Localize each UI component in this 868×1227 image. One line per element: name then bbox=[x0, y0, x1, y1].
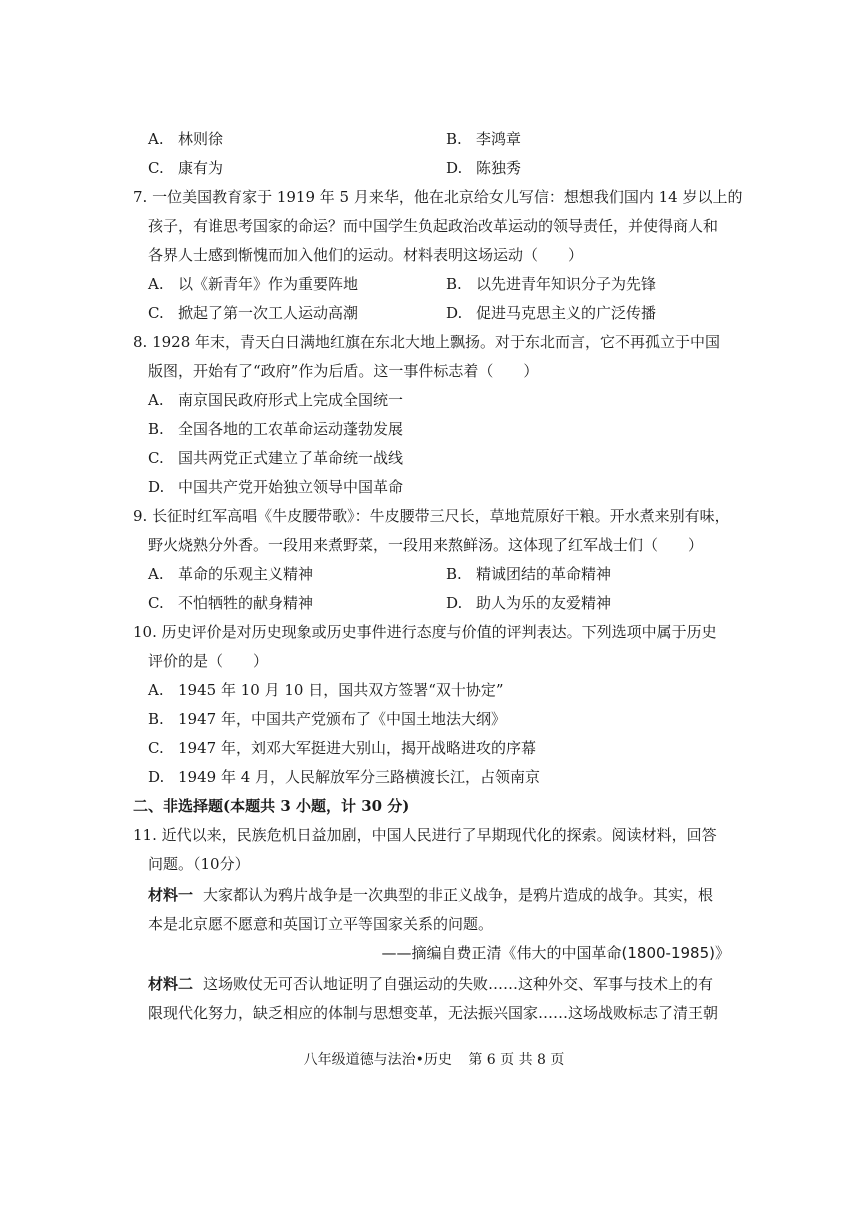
q10-option-d: D. 1949 年 4 月，人民解放军分三路横渡长江，占领南京 bbox=[148, 768, 541, 786]
q8-stem-line: 8. 1928 年末，青天白日满地红旗在东北大地上飘扬。对于东北而言，它不再孤立于中国 bbox=[133, 333, 721, 351]
page-footer bbox=[0, 1050, 868, 1070]
material-2-label: 材料二 bbox=[148, 975, 194, 993]
q6-option-c: C. 康有为 bbox=[148, 159, 224, 177]
q7-option-c: C. 掀起了第一次工人运动高潮 bbox=[148, 304, 359, 322]
section-heading: 二、非选择题(本题共 3 小题，计 30 分) bbox=[133, 797, 410, 815]
q10-option-a: A. 1945 年 10 月 10 日，国共双方签署“双十协定” bbox=[148, 681, 504, 699]
q8-option-d: D. 中国共产党开始独立领导中国革命 bbox=[148, 478, 404, 496]
q8-option-a: A. 南京国民政府形式上完成全国统一 bbox=[148, 391, 404, 409]
material-2-line: 限现代化努力，缺乏相应的体制与思想变革，无法振兴国家……这场战败标志了清王朝 bbox=[148, 1004, 719, 1022]
q9-option-d: D. 助人为乐的友爱精神 bbox=[446, 594, 612, 612]
q8-option-c: C. 国共两党正式建立了革命统一战线 bbox=[148, 449, 404, 467]
material-1-source: ——摘编自费正清《伟大的中国革命(1800-1985)》 bbox=[381, 944, 730, 962]
q9-stem-line: 野火烧熟分外香。一段用来煮野菜，一段用来熬鲜汤。这体现了红军战士们（ ） bbox=[148, 536, 704, 554]
q9-option-c: C. 不怕牺牲的献身精神 bbox=[148, 594, 314, 612]
q6-option-d: D. 陈独秀 bbox=[446, 159, 522, 177]
q11-stem-line: 问题。（10分） bbox=[148, 855, 250, 873]
material-1-line: 材料一 大家都认为鸦片战争是一次典型的非正义战争，是鸦片造成的战争。其实，根 bbox=[148, 886, 714, 904]
material-2-line: 材料二 这场败仗无可否认地证明了自强运动的失败……这种外交、军事与技术上的有 bbox=[148, 975, 714, 993]
q10-option-c: C. 1947 年，刘邓大军挺进大别山，揭开战略进攻的序幕 bbox=[148, 739, 536, 757]
material-1-line: 本是北京愿不愿意和英国订立平等国家关系的问题。 bbox=[148, 915, 494, 933]
q7-option-b: B. 以先进青年知识分子为先锋 bbox=[446, 275, 657, 293]
q8-stem-line: 版图，开始有了“政府”作为后盾。这一事件标志着（ ） bbox=[148, 362, 539, 380]
q9-stem-line: 9. 长征时红军高唱《牛皮腰带歌》：牛皮腰带三尺长，草地荒原好干粮。开水煮来别有味， bbox=[133, 507, 730, 525]
q7-stem-line: 孩子，有谁思考国家的命运？而中国学生负起政治改革运动的领导责任，并使得商人和 bbox=[148, 217, 719, 235]
q7-option-d: D. 促进马克思主义的广泛传播 bbox=[446, 304, 657, 322]
q7-option-a: A. 以《新青年》作为重要阵地 bbox=[148, 275, 359, 293]
q8-option-b: B. 全国各地的工农革命运动蓬勃发展 bbox=[148, 420, 404, 438]
q7-stem-line: 7. 一位美国教育家于 1919 年 5 月来华，他在北京给女儿写信：想想我们国内 14 岁以上的 bbox=[133, 188, 743, 206]
material-1-label: 材料一 bbox=[148, 886, 194, 904]
q9-option-b: B. 精诚团结的革命精神 bbox=[446, 565, 612, 583]
q11-stem-line: 11. 近代以来，民族危机日益加剧，中国人民进行了早期现代化的探索。阅读材料，回答 bbox=[133, 826, 717, 844]
q10-stem-line: 评价的是（ ） bbox=[148, 652, 269, 670]
q6-option-b: B. 李鸿章 bbox=[446, 130, 522, 148]
q10-stem-line: 10. 历史评价是对历史现象或历史事件进行态度与价值的评判表达。下列选项中属于历史 bbox=[133, 623, 717, 641]
q10-option-b: B. 1947 年，中国共产党颁布了《中国土地法大纲》 bbox=[148, 710, 506, 728]
footer-subject: 八年级道德与法治•历史 bbox=[303, 1052, 452, 1068]
footer-page-number: 第 6 页 共 8 页 bbox=[468, 1052, 565, 1068]
q9-option-a: A. 革命的乐观主义精神 bbox=[148, 565, 314, 583]
q6-option-a: A. 林则徐 bbox=[148, 130, 224, 148]
q7-stem-line: 各界人士感到惭愧而加入他们的运动。材料表明这场运动（ ） bbox=[148, 246, 584, 264]
